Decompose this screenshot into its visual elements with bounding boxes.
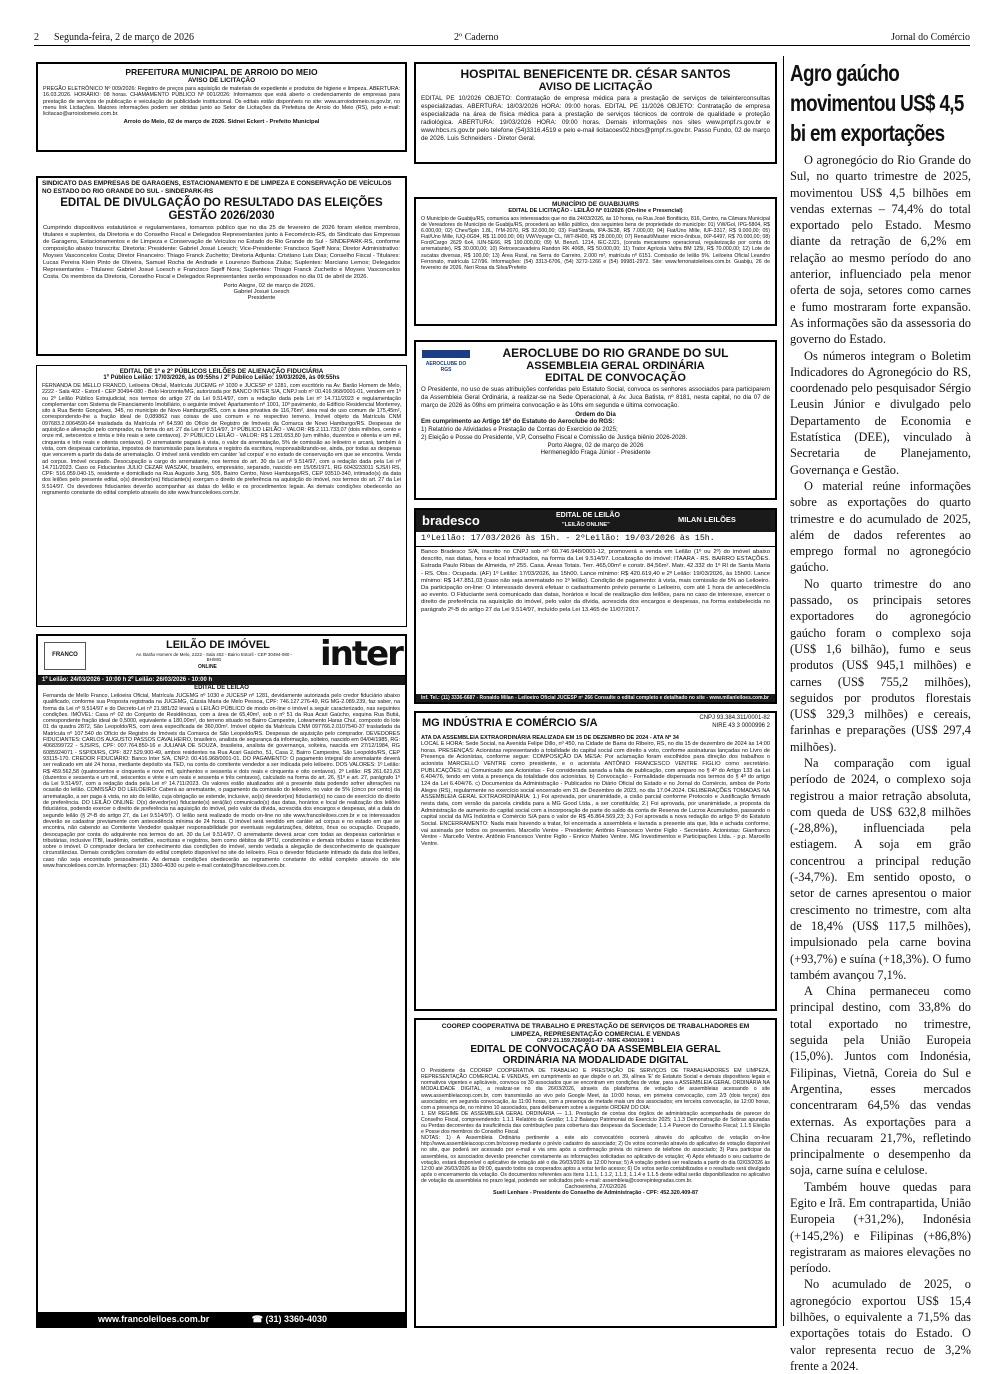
agenda-item-2: 2) Eleição e Posse do Presidente, V.P, Conselho Fiscal e Comissão de Justiça biênio 2026-2028. xyxy=(421,433,688,441)
ad-mode: "LEILÃO ONLINE" xyxy=(562,522,610,528)
ad-place: Porto Alegre, 02 de março de 2026 xyxy=(547,441,644,449)
auction-dates: 1º Leilão: 24/03/2026 - 10:00 h 2º Leilão: 26/03/2026 - 10:00 h xyxy=(38,676,405,685)
milan-logo: MILAN LEILÕES xyxy=(678,515,736,524)
ad-subtitle: AVISO DE LICITAÇÃO xyxy=(538,81,653,93)
franco-logo: FRANCO xyxy=(44,642,86,670)
ad-title: EDITAL DE 1º e 2º PÚBLICOS LEILÕES DE ALIENAÇÃO FIDUCIÁRIA xyxy=(119,368,324,375)
auction-mode: ONLINE xyxy=(198,664,217,670)
aeroclube-logo: AEROCLUBE DO RGS xyxy=(422,350,470,380)
ad-body: O Presidente da COOREP COOPERATIVA DE TRABALHO E PRESTAÇÃO DE SERVIÇOS DE TRABALHADORES EM LIMPEZA, REPRESENTAÇÃO COMERCIAL E VENDAS, em cumprimento ao que dispõe o art. 39, alínea 'E' do Estatuto Social e demais dispositivos legais e normativos vigentes e aplicáveis, convoca os 30 associados que se encontram em condições de votar, para a ASSEMBLEIA GERAL ORDINÁRIA NA MODALIDADE DIGITAL, a realizar-se no dia 26/03/2026, através da plataforma de votação de assembleias acessando o site www.assembleiacoop.com.br, com transmissão ao vivo pelo Google Meet, às 10:00 horas, em primeira convocação, com 2/3 (dois terços) dos associados; em segunda convocação, às 11:00 horas, com a presença de metade mais um dos associados; em terceira convocação, às 12:00 horas, com a presença de, no mínimo 10 associados, para deliberarem sobre a seguinte ORDEM DO DIA: xyxy=(421,1068,770,1111)
ad-title: PREFEITURA MUNICIPAL DE ARROIO DO MEIO xyxy=(125,67,318,77)
ad-signature: Hermenegildo Fraga Júnior - Presidente xyxy=(540,448,651,456)
ad-mg-industria xyxy=(414,711,777,1011)
company-nire: NIRE 43 3 0000996 2 xyxy=(712,723,770,729)
ad-body: LOCAL E HORA: Sede Social, na Avenida Felipe Dillo, nº 450, na Cidade de Barra do Ribeiro, RS, no dia 15 de dezembro de 2024 às 14:00 horas. PRESENÇAS: Acionistas representando a totalidade do capital social com direito a voto, conforme assinaturas lançadas no Livro de Presença de Acionistas, conforme segue: COMPOSIÇÃO DA MESA: Por aclamação foram escolhidos para direção dos trabalhos o acionista MARCELLO VENTRE como presidente, e o acionista ANTÔNIO FRANCESCO VENTRE FIGLIO como secretário. PUBLICAÇÕES: a) Comunicado aos Acionistas - Foi considerada sanada a falta de publicação, com amparo no § 4º do Artigo 133 da Lei 6.404/76, tendo em vista a presença da totalidade dos acionistas. b) Convocação - Formalidade dispensada nos termos do § 4º do artigo 124 da Lei 6.404/76. c) Documentos da Administração - Publicados no Diário Oficial do Estado e no Jornal do Comércio, ambos de Porto Alegre (RS), regularmente no exercício social encerrado em 31 de Dezembro de 2023, no dia 17.04.2024. DELIBERAÇÕES TOMADAS NA ASSEMBLEIA GERAL EXTRAORDINÁRIA: 1.) Foi aprovada, por unanimidade, a cisão parcial conforme Protocolo e Justificação firmado nesta data, com versão da parcela cindida para a MG Good Ltda., a ser constituída; 2.) Foi aprovada, por unanimidade, a proposta da Administração de aumento do capital social com a incorporação de parte do saldo da conta de Reserva de Lucros Acumulados, passando o capital social da MG Indústria e Comércio S/A para o valor de R$ 45.864.569,23; 3.) Foi aprovada a nova redação do artigo 5º do Estatuto Social. ENCERRAMENTO: Nada mais havendo a tratar, foi encerrada a assembleia e lavrada a presente ata que, lida e achada conforme, vai assinada por todos os presentes. Marcello Ventre - Presidente; Antônio Francesco Ventre Figlio - Secretário. Acionistas: Gianfranco Ventre - Marcello Ventre. Antônio Francesco Ventre Figlio - Enrico Matteo Ventre. MG Investimentos e Participações Ltda. - p.p. Marcello Ventre. xyxy=(421,741,770,847)
ad-sindepark xyxy=(36,176,407,356)
ad-subtitle: AVISO DE LICITAÇÃO xyxy=(187,77,256,84)
agenda-items: 1. EM REGIME DE ASSEMBLEIA GERAL ORDINÁRIA — 1.1. Prestação de contas dos órgãos de administração acompanhada de parecer do Conselho Fiscal, compreendendo: 1.1.1 Relatório da Gestão; 1.1.2 Balanço Patrimonial do Exercício 2025; 1.1.3 Demonstração de Sobras apuradas ou Perdas decorrentes da insuficiência das contribuições para cobertura das despesas da Sociedade; 1.1.4 Parecer do Conselho Fiscal; 1.1.5 Eleição e Posse dos membros do Conselho Fiscal. xyxy=(421,1110,770,1136)
ad-dates: 1º Público Leilão: 17/03/2026, às 09:55hs / 2º Público Leilão: 19/03/2026, às 09:55hs xyxy=(103,375,340,381)
ad-title: EDITAL DE DIVULGAÇÃO DO RESULTADO DAS ELEIÇÕES GESTÃO 2026/2030 xyxy=(60,197,383,222)
ad-hospital xyxy=(414,62,777,164)
page-date: Segunda-feira, 2 de março de 2026 xyxy=(54,32,194,43)
agenda-intro: Em cumprimento ao Artigo 16º do Estatuto do Aeroclube do RGS: xyxy=(421,418,615,426)
ad-subtitle: EDITAL DE LICITAÇÃO - LEILÃO Nº 01/2026 (On-line e Presencial) xyxy=(508,208,683,214)
ad-body: O Presidente, no uso de suas atribuições conferidas pelo Estatuto Social, convoca os senhores associados para participarem da Assembleia Geral Ordinária, a realizar-se na Sede Operacional, à Av. Juca Batista, nº 8181, nesta capital, no dia 07 de março de 2026 às 09hs em primeira convocação e às 10hs em segunda e última convocação. xyxy=(421,386,770,409)
ad-body: Fernanda de Mello Franco, Leiloeira Oficial, Matrícula JUCEMG nº 1030 e JUCESP nº 1281, devidamente autorizada pelo credor fiduciário abaixo qualificado, conforme sua Proposta registrada na JUCEMG, Cássia Maria de Melo Pessoa, CPF: 746.127.276-49, RG MG-2.089.239, faz saber, na forma da Lei nº 9.514/97 e do Decreto-Lei nº 21.981/32 levará a LEILÃO PÚBLICO de modo on-line o imóvel a seguir caracterizado, nas seguintes condições. IMÓVEL: Casa nº 02 do Conjunto de Residências, com a área de 65,40m², sob o nº 51 da Rua Acari Gaúcho, esquina Rua Butiá, correspondente fração ideal de 0,5000, equivalente a 180,00m², do terreno situado no Bairro Campestre, Loteamento Haras Chuí, composto do lote 01 da quadra 2872, São Leopoldo/RS, com área especificada de 360,00m². Imóvel objeto da Matrícula CNM 097766.2.0107540-37 trasladada da Matrícula nº 107.540 do Ofício de Registro de Imóveis da Comarca de São Leopoldo/RS. Despesas de aquisição pelo comprador. DEVEDORES FIDUCIANTES: CARLOS AUGUSTO PASSOS CAVALHEIRO, brasileiro, analista de segurança da informação, solteiro, nascido em 04/04/1985, RG: 4068399722 - SJS/RS, CPF: 007.764.850-16 e JULIANA DE SOUZA, brasileira, analista de governança, solteira, nascida em 27/12/1984, RG 6085924071 - SSP/DI/RS, CPF: 827.529.900-49, ambos residentes na Rua Acari Gaúcho, 51, Casa 2, Bairro Campestre, São Leopoldo/RS, CEP 93115-170. CREDOR FIDUCIÁRIO: Banco Inter S/A, CNPJ: 00.416.968/0001-01. DO PAGAMENTO: O pagamento integral do arrematante deverá ser realizado em até 24 horas, mediante depósito via TED, na conta do comitente vendedor a ser indicada pelo leiloeiro. DOS VALORES: 1º Leilão: R$ 459.562,58 (quatrocentos e cinquenta e nove mil, quinhentos e sessenta e dois reais e cinquenta e oito centavos). 2º Leilão: R$ 261.621,63 (duzentos e sessenta e um mil, seiscentos e vinte e um reais e sessenta e três centavos), calculado na forma do art. 26, §1º e art. 27, parágrafo 1º da Lei 9.514/97, com a redação dada pela Lei nº 14.711/2023. Os valores estão atualizados até a presente data podendo sofrer alterações na ocasião do leilão. COMISSÃO DO LEILOEIRO: Caberá ao arrematante, o pagamento da comissão do leiloeiro, no valor de 5% (cinco por cento) da arrematação, a ser paga à vista, no ato do leilão, cuja obrigação se estende, inclusive, ao(s) devedor(es) fiduciante(s) no caso de exercício do direito de preferência. DO LEILÃO ONLINE: O(s) devedor(es) fiduciante(s) será(ão) comunicado(s) das datas, horários e local de realização dos leilões fiduciários, podendo exercer o direito de preferência na aquisição do imóvel, pelo valor da dívida, acrescida dos encargos e despesas, até a data do segundo leilão (§ 2º-B do artigo 27, da Lei 9.514/97). O leilão será realizado de modo on-line no site www.francoleiloes.com.br e os interessados deverão se cadastrar previamente com antecedência mínima de 24 horas. O imóvel será vendido em caráter ad corpus e no estado em que se encontra, não cabendo ao Comitente Vendedor qualquer responsabilidade por eventuais regularizações, débitos, ônus ou ocupação. Ocupado, desocupação por conta do adquirente nos termos do art. 30 da Lei 9.514/97. O arrematante deverá arcar com todas as despesas cartorárias e tributárias, inclusive ITBI, laudêmio, certidões, escrituras e registros, bem como débitos de IPTU, condomínio e demais tributos e taxas incidentes sobre o imóvel. O comprador declara ter conhecimento das condições do imóvel, sendo vedada a alegação de desconhecimento de quaisquer circunstâncias. Demais condições constam do edital completo disponível no site do leiloeiro. Fica o devedor fiduciante intimado da data dos leilões, caso não seja encontrado pessoalmente. As demais condições obedecerão ao regramento constante do edital completo através do site www.francoleiloes.com.br. Informações: (31) 3360-4030 ou pelo e-mail contato@francoleiloes.com.br. xyxy=(43,693,400,870)
ad-title: MUNICÍPIO DE GUABIJU/RS xyxy=(551,201,640,208)
article-paragraph: A China permaneceu como principal destino, com 33,8% do total exportado no trimestre, seguida pela União Europeia (15,0%). Juntos com Indonésia, Filipinas, Vietnã, Coreia do Sul e Argentina, esses mercados concentraram 64,5% das vendas externas. As exportações para a China recuaram 21,7%, refletindo principalmente o desempenho da soja, carne suína e celulose. xyxy=(790,984,971,1178)
ad-arroio-do-meio xyxy=(36,62,407,152)
ad-role: Presidente xyxy=(247,295,276,301)
ad-body: PREGÃO ELETRÔNICO Nº 009/2026: Registro de preços para aquisição de materiais de expediente e produtos de higiene e limpeza. ABERTURA: 16.03.2026. HORÁRIO: 08 horas. CHAMAMENTO PÚBLICO Nº 001/2026: Informamos que está aberto o credenciamento de empresas para prestação de serviços de publicação e veiculação de publicidade institucional. Os editais estão disponíveis no site: www.arroiodomeio.rs.gov.br, no menu link Licitações. Maiores informações podem ser obtidas junto ao Setor de Licitações da Prefeitura de Arroio do Meio (RS), pelo e-mail: licitacao@arroiodomeio.com.br. xyxy=(43,86,400,118)
article-paragraph: O material reúne informações sobre as exportações do quarto trimestre e do acumulado de 2025, além de dados referentes ao emprego formal no agronegócio gaúcho. xyxy=(790,478,971,575)
article-paragraph: No acumulado de 2025, o agronegócio exportou US$ 15,4 bilhões, o equivalente a 71,5% das exportações totais do Estado. O valor representa recuo de 3,2% frente a 2024. xyxy=(790,1277,971,1373)
ad-body: O Município de Guabiju/RS, comunica aos interessados que no dia 24/03/2026, às 10 horas, na Rua José Bonifácio, 816, Centro, na Câmara Municipal de Vereadores do Município de Guabiju/RS, procederá ao leilão público, dos seguintes bens de propriedade do município: 01) VW/Gol, IPG-5804, R$ 6.000,00; 02) Chev/Spin 1.8L, IYM-2070, R$ 32.000,00; 03) Fiat/Strada, IPA-3E38, R$ 7.000,00; 04) Fiat/Uno Mille, IUF-3317, R$ 9.000,00; 05) Fiat/Uno Mille, IUQ-0G94, R$ 11.000,00; 06) VW/Voyage CL, IWT-8H00, R$ 28.000,00; 07) Renault/Master micro-ônibus, IXP-6497, R$ 70.000,00; 08) Ford/Cargo 2629 6x4, IUN-5E66, R$ 190.000,00; 09) M. Benz/L 1214, IEC-2J21, (consta mecanismo operacional, regularização por conta do arrematante), R$ 30.000,00; 10) Retroescavadeira Randon RK 406B, R$ 50.000,00; 11) Trator Agrícola Valtra BM 125i, R$ 70.000,00; 12) Lote de sucatas diversas, R$ 100,00; 13) Área Rural, na Serra do Carreiro, 2.000 m², matrícula nº 6151. Comissão de leilão 5%. Leiloeira Oficial Leandro Ferronato, matrícula 127/96. Informações: (54) 3313-6706, (54) 3272-1266 e (54) 99981-2972. Site: www.ferronatoleiloes.com.br. Guabiju, 26 de fevereiro de 2026. Neri Rosa da Silva/Prefeito xyxy=(421,216,770,271)
auctioneer-site: www.francoleiloes.com.br xyxy=(98,1314,210,1324)
ad-header: COOREP COOPERATIVA DE TRABALHO E PRESTAÇÃO DE SERVIÇOS DE TRABALHADORES EM LIMPEZA, REPRESENTAÇÃO COMERCIAL E VENDAS xyxy=(441,1023,750,1038)
article-paragraph: Também houve quedas para Egito e Irã. Em contrapartida, União Europeia (+31,2%), Indonésia (+145,2%) e Filipinas (+86,8%) registraram as maiores elevações no período. xyxy=(790,1179,971,1276)
ad-title: EDITAL DE LEILÃO xyxy=(556,512,620,519)
section-name: 2º Caderno xyxy=(454,32,499,43)
ad-body: Cumprindo dispositivos estatutários e regulamentares, tornamos público que no dia 25 de fevereiro de 2026 foram eleitos membros, titulares e suplentes, da Diretoria e do Conselho Fiscal e Delegados Representantes junto à Fecomércio-RS, do Sindicato das Empresas de Garagens, Estacionamentos e de Limpeza e Conservação de Veículos no Estado do Rio Grande do Sul - SINDEPARK-RS, conforme composição abaixo transcrita: Diretoria: Presidente: Gabriel Josué Loesch; Vice-Presidente: Francisco Sqeff Nora; Diretor Administrativo: Moyses Vasconcelos Costa; Diretor Financeiro: Thiago Franck Zuchetto; Diretoria Adjunta: Cristiano Luis Dias; Conselho Fiscal - Titulares: Lucas Pereira Klein Pinto de Oliveira, Samuel Rocha de Andrade e Lourenzo Barbosa Ziuba; Suplentes: Marciano Lemos; Delegados Representantes - Titulares: Gabriel Josué Loesch e Francisco Sqeff Nora; Suplentes: Thiago Franck Zuchetto e Moyses Vasconcelos Costa. Os membros da Diretoria, Conselho Fiscal e Delegados Representantes serão empossados no dia 01 de abril de 2026. xyxy=(43,225,400,280)
article-headline: Agro gaúcho movimentou US$ 4,5 bi em exportações xyxy=(790,60,964,146)
company-cnpj: CNPJ 21.159.726/0001-47 - NIRE 434001908 1 xyxy=(536,1038,655,1045)
phone-icon: ☎ xyxy=(251,1314,263,1324)
ad-subtitle: EDITAL DE LEILÃO xyxy=(194,685,249,691)
article-paragraph: O agronegócio do Rio Grande do Sul, no quarto trimestre de 2025, movimentou US$ 4,5 bilhões em vendas externas – 74,4% do total exportado pelo Estado. Mesmo diante da retração de 6,2% em relação ao mesmo período do ano anterior, influenciado pela menor oferta de soja, setores como carnes e fumo mostraram forte expansão. As informações são da assessoria do governo do Estado. xyxy=(790,153,971,347)
bradesco-logo: bradesco xyxy=(422,513,480,528)
ad-bradesco xyxy=(414,508,777,704)
ad-footer: Inf. Tel.: (11) 3336-6687 - Ronaldo Milan - Leiloeiro Oficial JUCESP nº 266 Consulte o edital completo e detalhado no site - www.milanleiloes.com.br xyxy=(416,694,775,703)
ad-title: LEILÃO DE IMÓVEL xyxy=(166,639,270,651)
ad-place: Porto Alegre, 02 de março de 2026. xyxy=(223,283,315,289)
ad-title: AEROCLUBE DO RIO GRANDE DO SUL xyxy=(502,346,729,360)
ad-aeroclube xyxy=(414,340,777,500)
ad-title: HOSPITAL BENEFICENTE DR. CÉSAR SANTOS xyxy=(460,67,731,81)
auction-dates: 1ºLeilão: 17/03/2026 às 15h. - 2ºLeilão: 19/03/2026 às 15h. xyxy=(416,532,775,547)
company-cnpj: CNPJ 93.384.311/0001-82 xyxy=(699,715,770,721)
ad-subtitle: ATA DA ASSEMBLEIA EXTRAORDINÁRIA REALIZADA EM 15 DE DEZEMBRO DE 2024 - ATA Nº 34 xyxy=(421,735,679,741)
news-article xyxy=(790,58,971,1373)
article-paragraph: Na comparação com igual período de 2024, o complexo soja registrou a maior retração absoluta, com queda de US$ 632,8 milhões (-28,8%), influenciada pela estiagem. A soja em grão concentrou a principal redução (-34,7%). Em sentido oposto, o setor de carnes apresentou o maior crescimento no trimestre, com alta de 18,4% (US$ 117,5 milhões), impulsionado pela carne bovina (+93,7%) e suína (+18,3%). O fumo também avançou 7,1%. xyxy=(790,755,971,982)
ad-body: Banco Bradesco S/A, inscrito no CNPJ sob nº 60.746.948/0001-12, promoverá a venda em Leilão (1º ou 2º) do imóvel abaixo descrito, nas datas, hora e local infracitados, na forma da Lei 9.514/97. Localização do imóvel: ITAARA - RS. BAIRRO ESTAÇÕES. Estrada Paulo Ribas de Almeida, nº 255. Casa. Áreas Totais. Terr. 465,00m² e constr. 84,56m². Matr. 42.332 do 1º RI de Santa Maria - RS. Obs.: Ocupada. (AF) 1º Leilão: 17/03/2026, às 15h00. Lance mínimo: R$ 420.619,40 e 2º Leilão: 19/03/2026, às 15h00. Lance mínimo: R$ 147.851,03 (caso não seja arrematado no 1º leilão). Condição de pagamento: à vista, mais comissão de 5% ao Leiloeiro. Da participação on-line: O interessado deverá efetuar o cadastramento prévio perante o Leiloeiro, com até 1 hora de antecedência ao evento. O Fiduciante será comunicado das datas, horários e local de realização dos leilões, para no caso de interesse, exercer o direito de preferência na aquisição do imóvel, pelo valor da dívida, acrescida dos encargos e despesas, na forma estabelecida no parágrafo 2º-B do artigo 27 da Lei 9.514/97, incluído pela Lei 13.465 de 11/07/2017. xyxy=(421,549,770,613)
column-divider xyxy=(783,56,784,1326)
ad-body: FERNANDA DE MELLO FRANCO, Leiloeira Oficial, Matrícula JUCEMG nº 1030 e JUCESP nº 1281, com escritório na Av. Barão Homem de Melo, 2222 - Sala 402 - Estoril - CEP 30494-080 - Belo Horizonte/MG, autorizada por BANCO INTER S/A, CNPJ sob nº 00.416.968/0001-01, vendem em 1º ou 2º Leilão Público Extrajudicial, nos termos do artigo 27 da Lei 9.514/97, com a redação dada pela Lei nº 14.711/2023 e regulamentação complementar com Sistema de Financiamento Imobiliário, o seguinte imóvel: Apartamento nº 1001, 10º pavimento, do Edifício Residencial Monterrey, sito à Rua Bento Gonçalves, 345, no município de Novo Hamburgo/RS, com a área privativa de 116,76m², área real de uso comum de 175,45m², correspondendo-lhe a fração ideal de 0,089862 nas coisas de uso comum e no respectivo terreno. Imóvel objeto da Matrícula CNM 097683.2.0064590-64 trasladada da Matrícula nº 64.590 do Ofício de Registro de Imóveis da Comarca de Novo Hamburgo/RS. Despesas de aquisição e alienação pelo comprador, na forma do art. 27 da Lei nº 9.514/97. 1º PÚBLICO LEILÃO - VALOR: R$ 2.111.733,07 (dois milhões, cento e onze mil, setecentos e trinta e três reais e sete centavos). 2º PÚBLICO LEILÃO - VALOR: R$ 1.281.653,80 (um milhão, duzentos e oitenta e um mil, cinquenta e três reais e oitenta centavos). O arrematante pagará à vista, o valor da arrematação, 5% de comissão ao leiloeiro e arcará, também à vista, com despesas cartorárias, impostos de transmissão para lavratura e registro da escritura, responsabilizando-se, ainda, por todas as despesas que vencerem a partir da data de arrematação. O imóvel será vendido em caráter 'ad corpus' e no estado de conservação em que se encontra. Venda ad corpus. Imóvel ocupado. Desocupação a cargo do arrematante, nos termos do art. 30 da Lei nº 9.514/97, com a redação dada pela Lei nº 14.711/2023. Caso os Fiduciantes JULIO CEZAR WASZAK, brasileiro, empresário, separado, nascido em 15/05/1971, RG 6043233011 SJS/II RS, CPF: 516.059.040-15, residente e domiciliado na Rua Augusto Jung, 505, Bairro Centro, Novo Hamburgo/RS, CEP 93510-340, intimado(s) da data dos leilões pelo presente edital, o(s) devedor(es) fiduciante(s) exerçam o direito de preferência na aquisição do imóvel, nos termos do art. 27 da Lei 9.514/97. Os devedores fiduciantes deverão acompanhar as datas do leilão e os procedimentos legais. As demais condições obedecerão ao regramento constante do edital completo através do site www.francoleiloes.com.br. xyxy=(42,383,401,497)
agenda-item-1: 1) Relatório de Atividades e Prestação de Contas do Exercício de 2025; xyxy=(421,426,618,434)
ad-header: SINDICATO DAS EMPRESAS DE GARAGENS, ESTACIONAMENTO E DE LIMPEZA E CONSERVAÇÃO DE VEÍCULOS NO ESTADO DO RIO GRANDE DO SUL - SINDEPARK-RS xyxy=(42,180,392,195)
ad-coorep xyxy=(414,1018,777,1328)
ad-leilao-inter xyxy=(36,634,407,1328)
ad-signature: Sueli Lenhare - Presidente do Conselho de Administração - CPF: 452.320.409-87 xyxy=(492,1189,698,1196)
ad-leilao-alienacao xyxy=(36,365,407,627)
newspaper-name: Jornal do Comércio xyxy=(891,32,970,43)
ad-notes: NOTAS: 1) A Assembleia Ordinária pertinente a este ato convocatório ocorrerá através do aplicativo de votação on-line http://www.assembleiacoop.com.br/coorep mediante o prévio cadastro do associado; 2) Os votos ocorrerão através do aplicativo de votação disponível no site, que poderá ser acessado por e-mail e via sms após a confirmação prévia do número de telefone do associado; 3) Para participar da assembleia, os associados deverão preencher corretamente as informações solicitadas no aplicativo de votação; 4) Após efetuado o seu cadastro de votação, estará disponível o aplicativo de votação até o dia 26/03/2026 às 12:00 horas; 5) A votação poderá ser realizada a partir do dia 02/03/2026 às 12:00 até 26/03/2026 às 09:00, quando todos os cooperados aptos a votar terão acesso; 6) Os votos serão contabilizados e o resultado será divulgado após o encerramento da votação. Os documentos referentes aos itens 1.1.1, 1.1.2, 1.1.3, 1.1.4 e 1.1.5 deste edital serão disponibilizados no aplicativo de votação da assembleia no prazo legal, podendo ser solicitados pelo e-mail: assembleia@coorepintegradas.com.br. xyxy=(421,1135,770,1184)
article-paragraph: Os números integram o Boletim Indicadores do Agronegócio do RS, coordenado pelo pesquisador Sérgio Leusin Júnior e divulgado pelo Departamento de Economia e Estatística (DEE), vinculado à Secretaria de Planejamento, Governança e Gestão. xyxy=(790,348,971,477)
page-number: 2 xyxy=(34,32,39,43)
auctioneer-phone: (31) 3360-4030 xyxy=(265,1314,327,1324)
ad-body: EDITAL PE 10/2026 OBJETO: Contratação de empresa médica para a prestação de serviços de teleinterconsultas especializadas. ABERTURA: 18/03/2026 HORA: 09:00 horas. EDITAL PE 11/2026 OBJETO: Contratação de empresa especializada na área de física médica para a prestação de serviços técnicos de controle de qualidade e proteção radiológica. ABERTURA: 19/03/2026 HORA: 09:00 horas. Demais informações nos sites www.pmpf.rs.gov.br e www.hbcs.rs.gov.br pelo telefone (54)3316.4519 e pelo e-mail licitacoes02.hbcs@pmpf.rs.gov.br. Passo Fundo, 02 de março de 2026. Luis Schneiders - Diretor Geral. xyxy=(421,95,770,142)
ad-title: EDITAL DE CONVOCAÇÃO DA ASSEMBLEIA GERAL ORDINÁRIA NA MODALIDADE DIGITAL xyxy=(470,1044,721,1067)
ad-subtitle-2: EDITAL DE CONVOCAÇÃO xyxy=(545,372,686,384)
page-header xyxy=(34,30,970,46)
agenda-heading: Ordem do Dia xyxy=(575,411,616,419)
ad-subtitle: ASSEMBLEIA GERAL ORDINÁRIA xyxy=(526,360,705,372)
ad-title: MG INDÚSTRIA E COMÉRCIO S/A xyxy=(422,717,598,729)
ad-guabiju xyxy=(414,197,777,326)
inter-logo: inter xyxy=(320,634,402,674)
article-paragraph: No quarto trimestre do ano passado, os principais setores exportadores do agronegócio gaúcho foram o complexo soja (US$ 1,6 bilhão), fumo e seus produtos (US$ 945,1 milhões) e carnes (US$ 755,2 milhões), seguidos por produtos florestais (US$ 329,3 milhões) e cereais, farinhas e preparações (US$ 297,4 milhões). xyxy=(790,576,971,754)
ad-signature: Arroio do Meio, 02 de março de 2026. Sidnei Eckert - Prefeito Municipal xyxy=(123,119,320,126)
ad-name: Gabriel Josué Loesch xyxy=(233,289,290,295)
ad-place: Cachoeirinha, 27/02/2026 xyxy=(564,1183,627,1190)
auctioneer-address: Av. Barão Homem de Melo, 2222 - Sala 402 - Bairro Estoril - CEP 30494-080 - BH/MG xyxy=(135,652,293,662)
